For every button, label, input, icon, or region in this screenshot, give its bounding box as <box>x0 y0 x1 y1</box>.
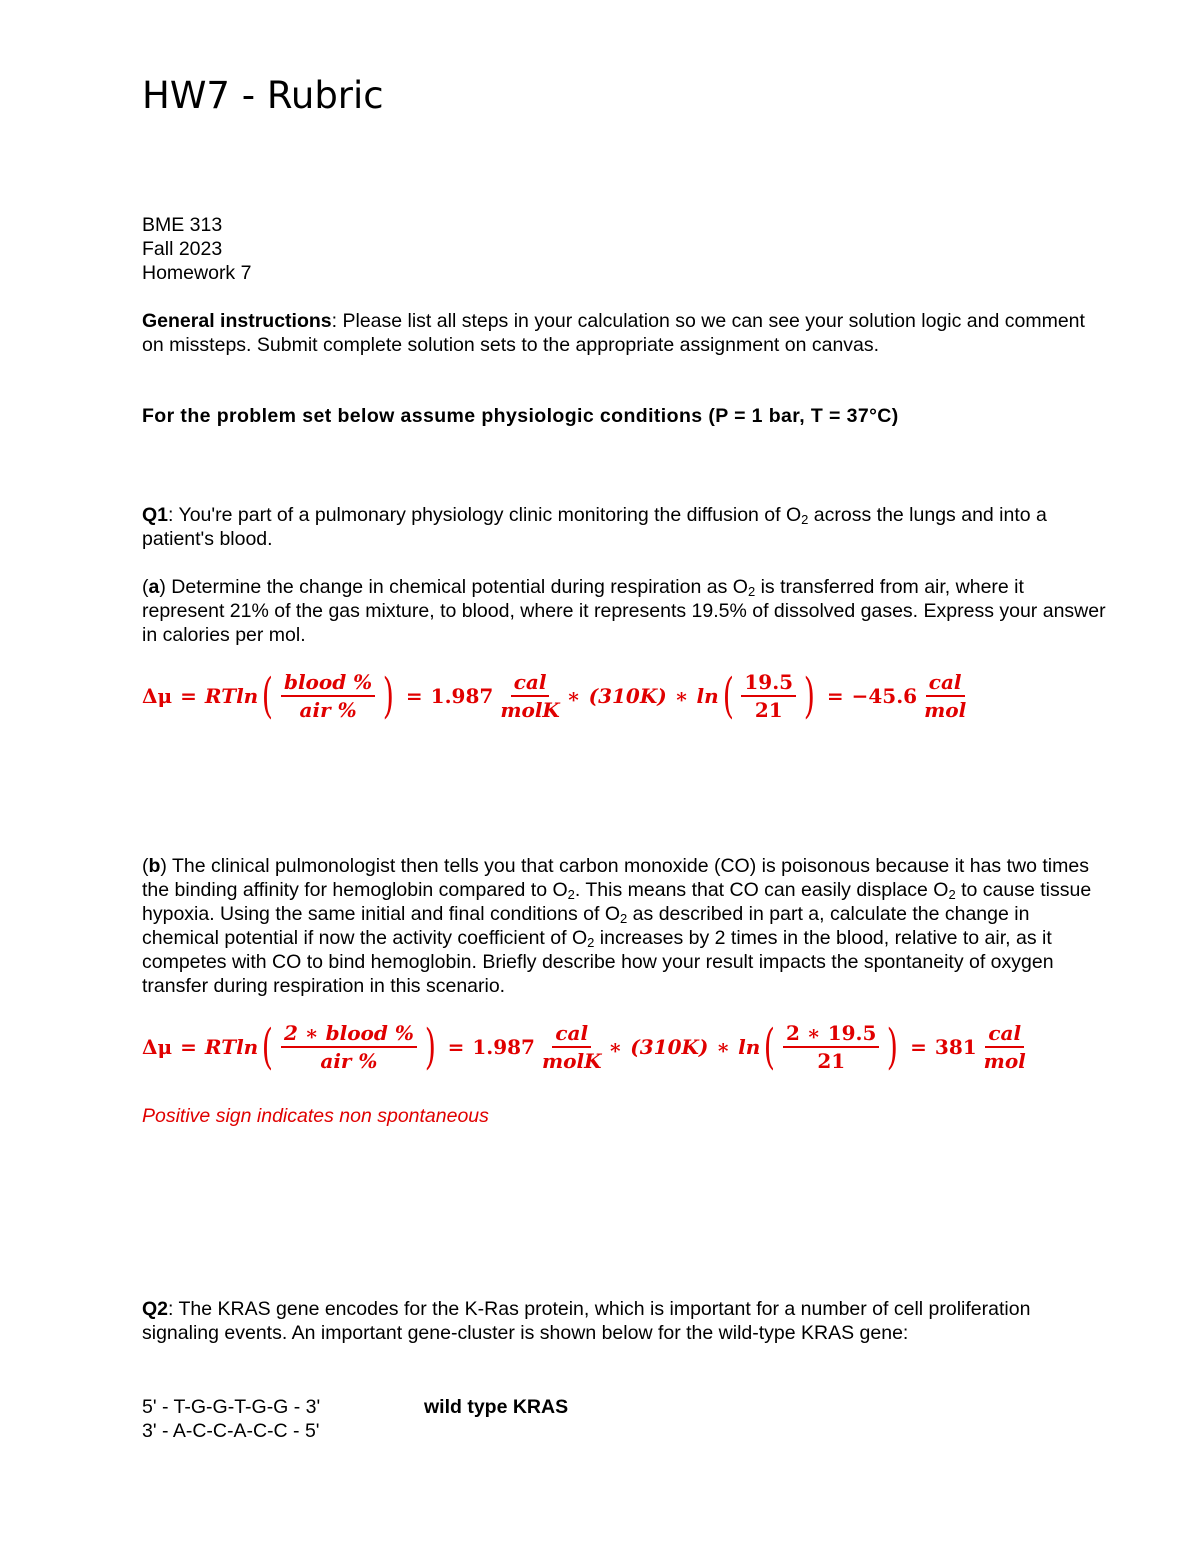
equals-sign: = <box>180 1035 197 1059</box>
strand-label: wild type KRAS <box>424 1396 569 1418</box>
equals-sign: = <box>405 684 423 708</box>
q1b-answer: Positive sign indicates non spontaneous <box>142 1105 489 1127</box>
fraction <box>921 670 969 722</box>
instructions-text: : Please list all steps in your calculation so we can see your solution logic and comment on missteps. Submit complete solution sets to the appropriate assignment on canvas. <box>142 310 1085 356</box>
subscript: 2 <box>747 584 756 599</box>
denominator: mol <box>924 698 967 722</box>
q1-prompt <box>142 503 1102 551</box>
ln-term: ln <box>696 684 719 708</box>
q1b-label: b <box>148 855 161 877</box>
q1-text-part: : You're part of a pulmonary physiology clinic monitoring the diffusion of O <box>168 504 802 526</box>
times-sign: ∗ <box>716 1035 731 1059</box>
dna-strand-bottom: 3' - A-C-C-A-C-C - 5' <box>142 1420 320 1442</box>
times-sign: ∗ <box>566 684 581 708</box>
general-instructions <box>142 309 1102 357</box>
q1a-text-part: Determine the change in chemical potential during respiration as O <box>165 576 748 598</box>
temperature: (310K) <box>630 1035 709 1059</box>
denominator: air % <box>299 698 357 722</box>
left-paren: ( <box>722 668 734 724</box>
q1b-text-part: as described in part a, calculate the change in chemical potential if now the activity coefficient of O <box>142 903 1030 949</box>
numerator: 2 ∗ 19.5 <box>783 1021 879 1048</box>
q1-label: Q1 <box>142 504 169 526</box>
q2-label: Q2 <box>142 1298 169 1320</box>
denominator: air % <box>320 1049 378 1073</box>
q1b-text-part: to cause tissue hypoxia. Using the same initial and final conditions of O <box>142 879 1092 925</box>
q1b-prompt: (b) The clinical pulmonologist then tells you that carbon monoxide (CO) is poisonous because it has two times the binding affinity for hemoglobin compared to $O_2$. This means that CO can easily displace $O_2$ to cause tissue hypoxia. Using the same initial and final conditions of $O_2$ as described in part a, calculate the change in chemical potential if now the activity coefficient of $O_2$ increases by 2 times in the blood, relative to air, as it competes with CO to bind hemoglobin. Briefly describe how your result impacts the spontaneity of oxygen transfer during respiration in this scenario. <box>142 855 1092 997</box>
subscript: 2 <box>948 887 956 902</box>
subscript: 2 <box>801 512 809 527</box>
q1b-text-part: . This means that CO can easily displace O <box>574 879 949 901</box>
subscript: 2 <box>587 935 595 950</box>
left-paren: ( <box>261 1019 274 1075</box>
denominator: molK <box>541 1049 602 1073</box>
equals-sign: = <box>826 684 844 708</box>
temperature: (310K) <box>588 684 667 708</box>
numerator: cal <box>552 1021 591 1048</box>
q2-prompt <box>142 1297 1072 1345</box>
fraction <box>497 670 562 722</box>
q1a-label: a <box>148 576 160 598</box>
delta-mu: Δμ <box>142 684 173 708</box>
fraction <box>741 670 796 722</box>
numerator: cal <box>511 670 550 697</box>
q1a-text-part: is transferred from air, where it represent 21% of the gas mixture, to blood, where it represents 19.5% of dissolved gases. Express your answer in calories per mol. <box>142 576 1106 646</box>
denominator: 21 <box>817 1049 846 1073</box>
left-paren: ( <box>261 668 274 724</box>
page-title: HW7 - Rubric <box>142 74 384 117</box>
q1b-text-part: The clinical pulmonologist then tells you that carbon monoxide (CO) is poisonous because it has two times the binding affinity for hemoglobin compared to O <box>142 855 1089 901</box>
q1b-text-part: increases by 2 times in the blood, relative to air, as it competes with CO to bind hemoglobin. Briefly describe how your result impacts the spontaneity of oxygen transfer during respiration in this scenario. <box>142 927 1054 997</box>
numerator: cal <box>926 670 965 697</box>
ln-term: ln <box>738 1035 761 1059</box>
equals-sign: = <box>447 1035 465 1059</box>
q2-text: : The KRAS gene encodes for the K-Ras protein, which is important for a number of cell proliferation signaling events. An important gene-cluster is shown below for the wild-type KRAS gene: <box>142 1298 1031 1344</box>
denominator: molK <box>500 698 560 722</box>
q1b-equation <box>142 1021 1033 1073</box>
fraction <box>981 1021 1029 1073</box>
fraction <box>539 1021 604 1073</box>
course-header <box>142 213 1112 285</box>
numerator: 19.5 <box>741 670 796 697</box>
right-paren: ) <box>803 668 816 724</box>
left-paren: ( <box>764 1019 776 1075</box>
numerator: 2 ∗ blood % <box>281 1021 417 1048</box>
course-code: BME 313 <box>142 214 223 236</box>
equals-sign: = <box>180 684 197 708</box>
right-paren: ) <box>382 668 395 724</box>
gas-constant: 1.987 <box>472 1035 535 1059</box>
delta-mu: Δμ <box>142 1035 173 1059</box>
fraction <box>783 1021 879 1073</box>
assumption-statement: For the problem set below assume physiologic conditions (P = 1 bar, T = 37°C) <box>142 405 899 427</box>
subscript: 2 <box>620 911 628 926</box>
numerator: cal <box>985 1021 1024 1048</box>
fraction <box>281 1021 417 1073</box>
instructions-label: General instructions <box>142 310 332 332</box>
course-term: Fall 2023 <box>142 238 223 260</box>
q1a-equation <box>142 670 973 722</box>
q1-text-part: across the lungs and into a patient's blood. <box>142 504 1047 550</box>
assignment-name: Homework 7 <box>142 262 252 284</box>
gas-constant: 1.987 <box>430 684 494 708</box>
right-paren: ) <box>424 1019 436 1075</box>
rtln-term: RTln <box>204 684 259 708</box>
q1a-prompt: (a) Determine the change in chemical potential during respiration as $O_2$ is transferred from air, where it represent 21% of the gas mixture, to blood, where it represents 19.5% of dissolved gases. Express your answer in calories per mol. <box>142 576 1106 646</box>
equals-sign: = <box>910 1035 927 1059</box>
subscript: 2 <box>567 887 575 902</box>
times-sign: ∗ <box>608 1035 623 1059</box>
rtln-term: RTln <box>204 1035 259 1059</box>
denominator: 21 <box>754 698 783 722</box>
dna-strand-top: 5' - T-G-G-T-G-G - 3' <box>142 1396 321 1418</box>
fraction <box>281 670 375 722</box>
right-paren: ) <box>887 1019 899 1075</box>
result-value: −45.6 <box>851 684 918 708</box>
numerator: blood % <box>281 670 375 697</box>
denominator: mol <box>983 1049 1026 1073</box>
times-sign: ∗ <box>674 684 689 708</box>
result-value: 381 <box>934 1035 977 1059</box>
